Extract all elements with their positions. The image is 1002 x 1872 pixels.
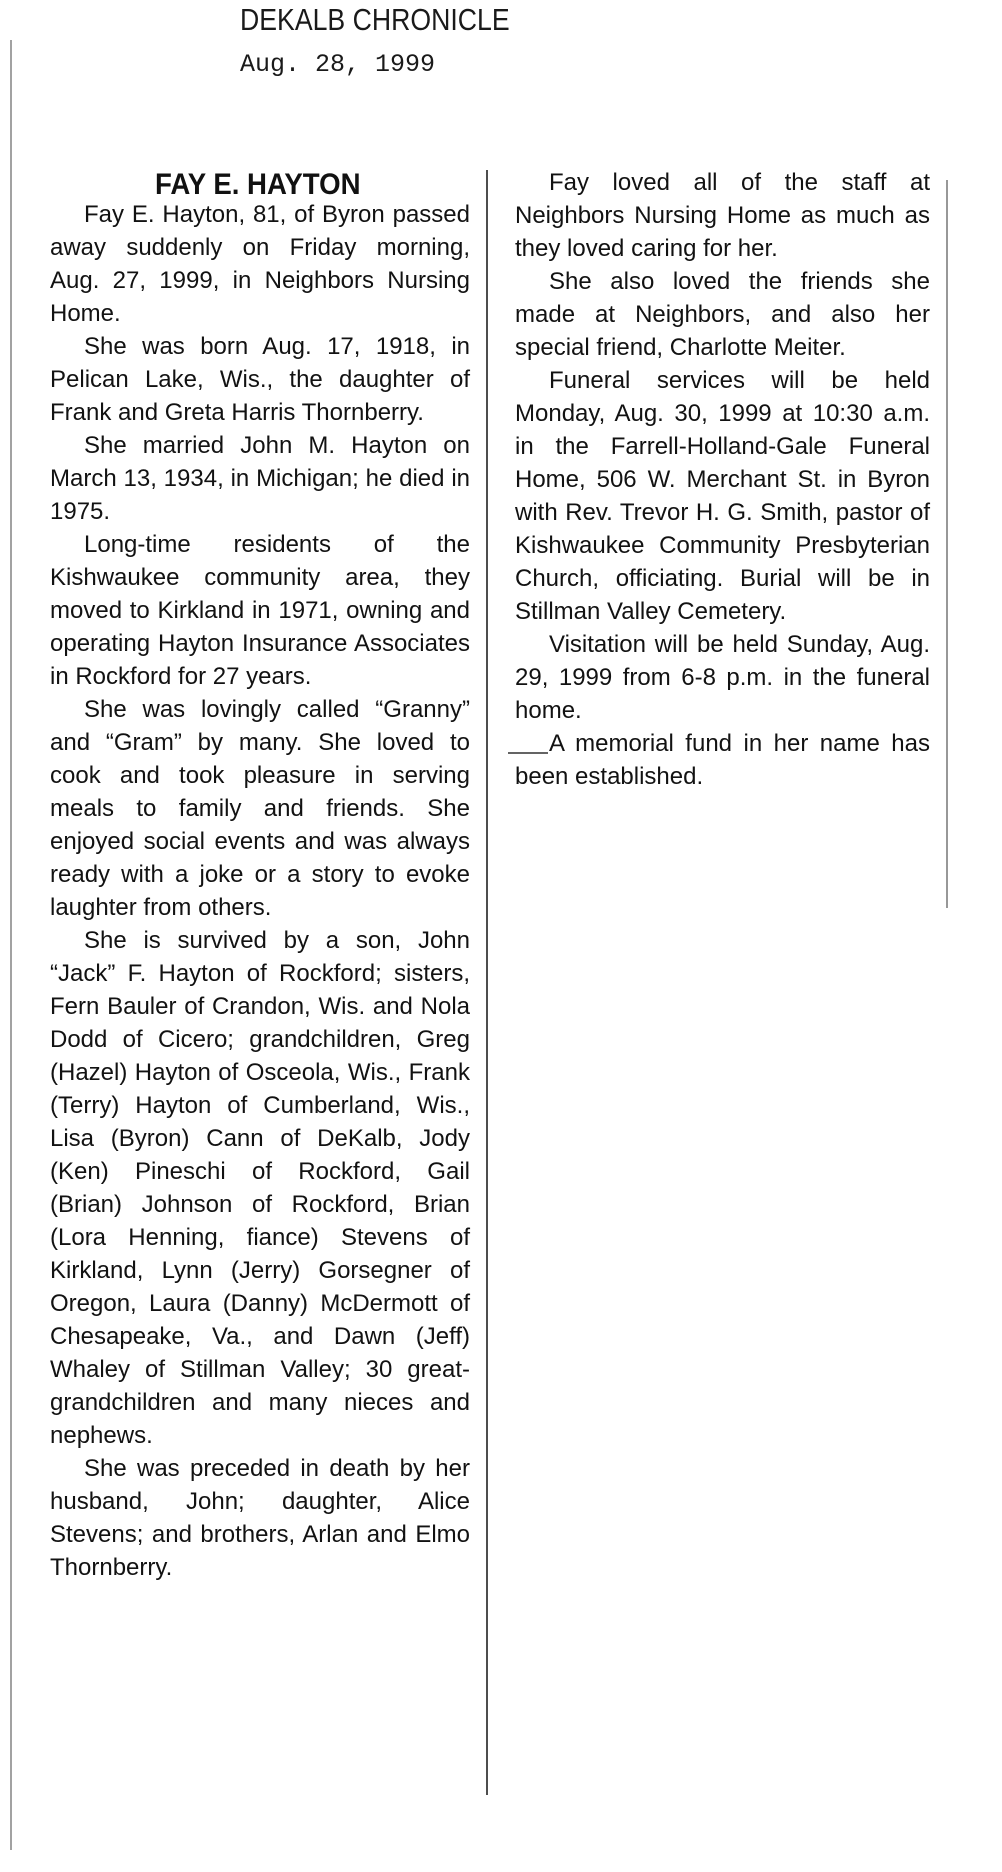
right-border-line — [946, 180, 948, 908]
paragraph-survivors: She is survived by a son, John “Jack” F. Hayton of Rockford; sisters, Fern Bauler of Crandon, Wis. and Nola Dodd of Cicero; grandchildren, Greg (Hazel) Hayton of Osceola, Wis., Frank (Terry) Hayton of Cumberland, Wis., Lisa (Byron) Cann of DeKalb, Jody (Ken) Pineschi of Rockford, Gail (Brian) Johnson of Rockford, Brian (Lora Henning, fiance) Stevens of Kirkland, Lynn (Jerry) Gorsegner of Oregon, Laura (Danny) McDermott of Chesapeake, Va., and Dawn (Jeff) Whaley of Stillman Valley; 30 great-grandchildren and many nieces and nephews. — [50, 927, 470, 1449]
paragraph-death-notice: Fay E. Hayton, 81, of Byron passed away suddenly on Friday morning, Aug. 27, 1999, in Neighbors Nursing Home. — [50, 201, 470, 327]
paragraph-friends: She also loved the friends she made at Neighbors, and also her special friend, Charlotte Meiter. — [515, 268, 930, 361]
paragraph-staff: Fay loved all of the staff at Neighbors Nursing Home as much as they loved caring for her. — [515, 169, 930, 262]
right-column — [515, 166, 930, 793]
newspaper-masthead: DEKALB CHRONICLE — [240, 2, 510, 37]
paragraph-funeral-services: Funeral services will be held Monday, Aug. 30, 1999 at 10:30 a.m. in the Farrell-Holland-Gale Funeral Home, 506 W. Merchant St. in Byron with Rev. Trevor H. G. Smith, pastor of Kishwaukee Community Presbyterian Church, officiating. Burial will be in Stillman Valley Cemetery. — [515, 367, 930, 625]
paragraph-memorial: A memorial fund in her name has been established. — [515, 730, 930, 790]
paragraph-personality: She was lovingly called “Granny” and “Gram” by many. She loved to cook and took pleasure in serving meals to family and friends. She enjoyed social events and was always ready with a joke or a story to evoke laughter from others. — [50, 696, 470, 921]
column-divider — [486, 170, 488, 1795]
paragraph-preceded: She was preceded in death by her husband, John; daughter, Alice Stevens; and brothers, Arlan and Elmo Thornberry. — [50, 1455, 470, 1581]
paragraph-career: Long-time residents of the Kishwaukee community area, they moved to Kirkland in 1971, owning and operating Hayton Insurance Associates in Rockford for 27 years. — [50, 531, 470, 690]
publication-date: Aug. 28, 1999 — [240, 50, 436, 79]
paragraph-visitation: Visitation will be held Sunday, Aug. 29, 1999 from 6-8 p.m. in the funeral home. — [515, 631, 930, 724]
paragraph-birth: She was born Aug. 17, 1918, in Pelican Lake, Wis., the daughter of Frank and Greta Harris Thornberry. — [50, 333, 470, 426]
page-edge-line — [10, 40, 12, 1850]
left-column — [50, 198, 470, 1584]
obituary-headline: FAY E. HAYTON — [155, 168, 361, 201]
paragraph-marriage: She married John M. Hayton on March 13, 1934, in Michigan; he died in 1975. — [50, 432, 470, 525]
